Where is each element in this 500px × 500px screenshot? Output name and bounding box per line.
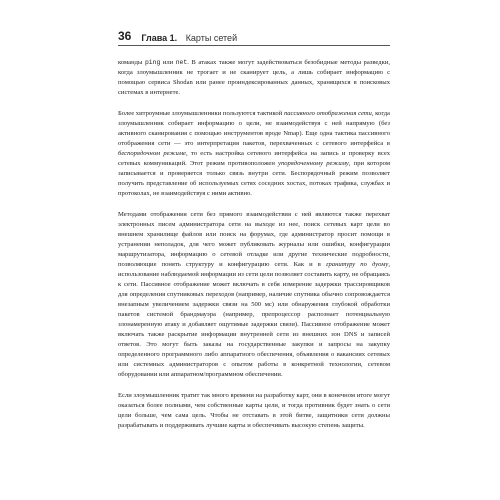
- chapter-label: Глава 1.: [141, 33, 178, 43]
- paragraph: [118, 58, 390, 98]
- paragraph: [118, 391, 390, 431]
- text-run: или: [160, 59, 176, 66]
- emphasized-term: упорядоченному режиму: [278, 160, 349, 167]
- text-run: , то есть настройка сетевого интерфейса на запись и проверку всех сетевых коммуникаций. Этот режим противоположен: [118, 150, 390, 167]
- text-run: Если злоумышленник тратит так много времени на разработку карт, они в конечном итоге могут оказаться более полными, чем собственные карты цели, и тогда противник будет знать о сети цели больше, чем сама цель. Чтобы не отставать в этой битве, защитники сети должны разрабатывать и поддерживать лучшие карты и обеспечивать высокую степень защиты.: [118, 392, 390, 429]
- leading-word: команды: [118, 59, 145, 66]
- paragraph: [118, 210, 390, 380]
- emphasized-term: пассивного отображения сети: [283, 110, 372, 117]
- text-run: Более хитроумные злоумышленники пользуются тактикой: [118, 110, 284, 117]
- text-run: , когда злоумышленник собирает информацию о цели, не взаимодействуя с ней напрямую (без активного сканирования с помощью инструментов вроде Nmap). Еще одна тактика пассивного отображения сети — это интерпретация пакетов, перехваченных с сетевого интерфейса в: [118, 110, 390, 147]
- text-run: . В атаках также могут задействоваться безобидные методы разведки, когда злоумышленник не трогает и не сканирует цель, а лишь собирает информацию с помощью сервиса Shodan или ранее проиндексированных данных, хранящихся в поисковых системах в интернете.: [118, 59, 391, 96]
- inline-code: net: [175, 59, 188, 66]
- header-rule: [118, 45, 390, 46]
- text-run: , при котором записывается и проверяется только связь внутри сети. Беспорядочный режим позволяет получить представление об используемых сетях соседних хостах, потоках трафика, службах и протоколах, не взаимодействуя с ними активно.: [118, 160, 390, 197]
- paragraph: [118, 109, 390, 199]
- page-number: 36: [118, 29, 132, 43]
- text-run: , использование наблюдаемой информации из сети цели позволяет составить карту, не обращаясь к сети. Пассивное отображение может включать в себя измерение задержки трассировщиков для определения спутниковых переходов (например, наличие спутника обычно сопровождается внезапным увеличением задержки связи на 500 мс) или обнаружения глубокой обработки пакетов системой брандмауэра (например, препроцессор распознает потенциальную злонамеренную атаку и добавляет ощутимые задержки связи). Пассивное отображение может включать также раскрытие информации внутренней сети из внешних зон DNS и записей ответов. Это могут быть заказы на государственные закупки и запросы на закупку определенного программного либо аппаратного обеспечения, объявления о вакансиях сетевых или системных администраторов с опытом работы в конкретной технологии, сетевом оборудовании или аппаратном/программном обеспечении.: [118, 261, 390, 378]
- inline-code: ping: [144, 59, 161, 66]
- emphasized-term: беспорядочном режиме: [118, 150, 186, 157]
- running-header: [118, 25, 390, 43]
- body-text: [118, 58, 390, 431]
- text-run: Методами отображения сети без прямого взаимодействия с ней являются также перехват электронных писем администратора сети на выходе из нее, поиск сетевых карт цели во внешнем хранилище файлов или поиск на форумах, где администратор просит помощи в устранении неполадок, для чего может публиковать журналы или ошибки, конфигурации маршрутизатора, информацию о сетевой отладке или другие технические подробности, позволяющие понять структуру и конфигурацию сети. Как и в: [118, 211, 390, 268]
- header-separator: [180, 33, 183, 43]
- section-title: Карты сетей: [185, 33, 238, 43]
- emphasized-term: гранитуру по дуому: [325, 261, 389, 268]
